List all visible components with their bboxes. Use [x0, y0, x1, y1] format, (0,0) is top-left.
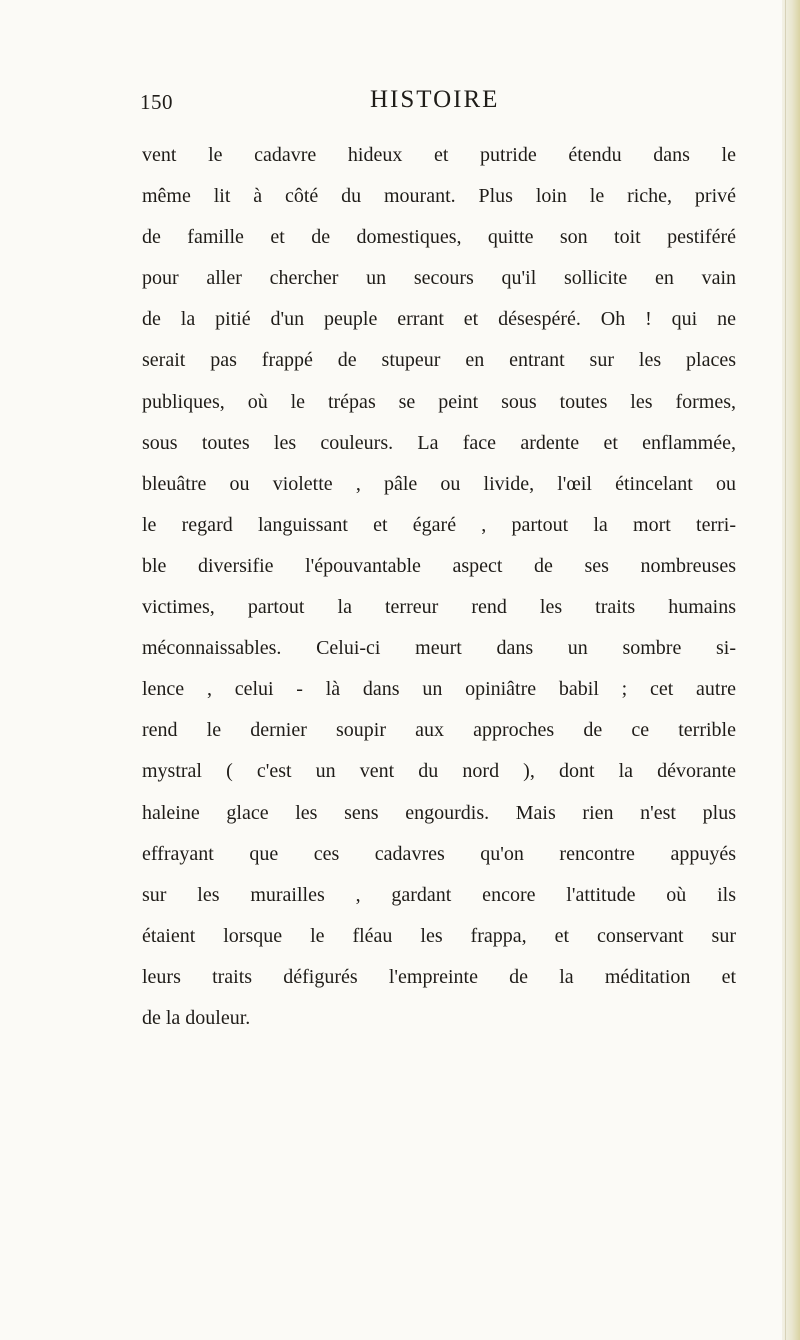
- text-line: mystral ( c'est un vent du nord ), dont la dévorante: [142, 760, 736, 783]
- text-line: rend le dernier soupir aux approches de ce terrible: [142, 719, 736, 742]
- text-line: même lit à côté du mourant. Plus loin le riche, privé: [142, 185, 736, 208]
- text-line: lence , celui - là dans un opiniâtre babil ; cet autre: [142, 678, 736, 701]
- body-text: [142, 135, 736, 1039]
- text-line: de la pitié d'un peuple errant et désespéré. Oh ! qui ne: [142, 308, 736, 331]
- text-line: victimes, partout la terreur rend les traits humains: [142, 596, 736, 619]
- text-line: ble diversifie l'épouvantable aspect de ses nombreuses: [142, 554, 736, 577]
- text-line: de la douleur.: [142, 1006, 251, 1029]
- text-line: méconnaissables. Celui-ci meurt dans un sombre si-: [142, 637, 736, 660]
- text-line: de famille et de domestiques, quitte son toit pestiféré: [142, 226, 736, 249]
- text-line: bleuâtre ou violette , pâle ou livide, l'œil étincelant ou: [142, 472, 736, 495]
- text-line: vent le cadavre hideux et putride étendu dans le: [142, 144, 736, 166]
- text-line: pour aller chercher un secours qu'il sollicite en vain: [142, 267, 736, 290]
- text-line: haleine glace les sens engourdis. Mais rien n'est plus: [142, 801, 736, 824]
- page-number: 150: [140, 90, 173, 114]
- page-edge-line: [785, 0, 786, 1340]
- text-line: publiques, où le trépas se peint sous toutes les formes,: [142, 390, 736, 413]
- text-line: serait pas frappé de stupeur en entrant sur les places: [142, 349, 736, 372]
- text-line: sur les murailles , gardant encore l'attitude où ils: [142, 883, 736, 906]
- text-line: le regard languissant et égaré , partout la mort terri-: [142, 513, 736, 536]
- text-line: sous toutes les couleurs. La face ardente et enflammée,: [142, 431, 736, 454]
- running-title: HISTOIRE: [370, 86, 500, 113]
- text-line: leurs traits défigurés l'empreinte de la méditation et: [142, 965, 736, 988]
- page-header: [0, 86, 800, 126]
- text-line: effrayant que ces cadavres qu'on rencontre appuyés: [142, 842, 736, 865]
- text-line: étaient lorsque le fléau les frappa, et conservant sur: [142, 924, 736, 947]
